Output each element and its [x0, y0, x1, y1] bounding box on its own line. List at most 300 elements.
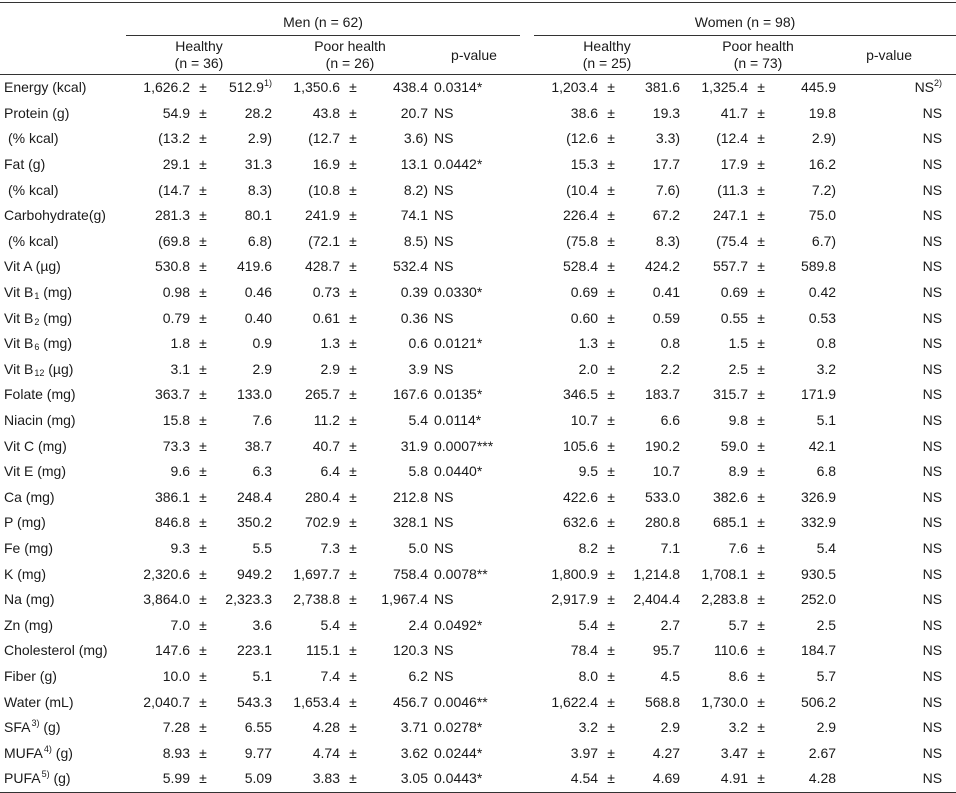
table-row	[0, 331, 956, 357]
women-healthy-sd	[624, 664, 680, 690]
subgroup-header-row	[0, 36, 956, 75]
women-p-value	[836, 152, 956, 178]
plus-minus-sign: ±	[349, 335, 357, 352]
women-poor-sd	[774, 587, 836, 613]
men-p-value: NS	[434, 488, 454, 505]
row-label-text: Vit B	[4, 284, 34, 301]
men-healthy-sd	[216, 229, 272, 255]
women-p-value-text: NS	[922, 667, 943, 684]
plus-minus-sign: ±	[607, 437, 615, 454]
women-healthy-mean: 9.5	[578, 463, 599, 480]
women-poor-mean: 8.9	[728, 463, 749, 480]
men-p-value: NS	[434, 360, 454, 377]
plus-minus-sign: ±	[349, 258, 357, 275]
plus-minus-sign: ±	[757, 412, 765, 429]
men-healthy-mean: 147.6	[154, 642, 190, 659]
women-healthy-sd-value: 1,214.8	[633, 565, 681, 582]
women-healthy-sd-value: 568.8	[644, 693, 681, 710]
corner-cell	[0, 3, 126, 36]
plus-minus-sign: ±	[199, 539, 207, 556]
plus-minus-sign: ±	[607, 591, 615, 608]
men-healthy-mean: 530.8	[154, 258, 190, 275]
men-healthy-mean: 0.98	[162, 284, 190, 301]
women-healthy-mean: 105.6	[562, 437, 599, 454]
plus-minus-sign: ±	[199, 386, 207, 403]
women-p-value-text: NS	[922, 616, 943, 633]
row-label-text: Zn (mg)	[4, 616, 53, 633]
women-healthy-sd-value: 2.7	[660, 616, 681, 633]
label-subscript: 1	[34, 291, 40, 302]
row-label-text: Energy (kcal)	[4, 79, 87, 96]
men-p-value: NS	[434, 591, 454, 608]
women-poor-mean: (75.4	[716, 232, 749, 249]
women-poor-sd-value: 6.7)	[811, 232, 837, 249]
women-healthy-sd-value: 4.27	[652, 744, 681, 761]
men-healthy-mean: 7.0	[170, 616, 190, 633]
women-healthy-mean: 10.7	[570, 412, 599, 429]
men-healthy-mean: 5.99	[126, 766, 190, 792]
plus-minus-sign: ±	[199, 360, 207, 377]
label-footnote-mark: 4)	[43, 743, 52, 754]
row-label	[0, 510, 126, 536]
women-poor-sd-value: 42.1	[808, 437, 837, 454]
women-healthy-mean: 422.6	[562, 488, 599, 505]
men-p-value: NS	[434, 514, 454, 531]
men-healthy-sd	[216, 203, 272, 229]
women-poor-mean: 59.0	[720, 437, 749, 454]
table-row	[0, 561, 956, 587]
men-p-value: 0.0114*	[434, 412, 482, 429]
men-healthy-sd	[216, 75, 272, 101]
plus-minus-sign: ±	[607, 232, 615, 249]
women-healthy-sd	[624, 587, 680, 613]
plus-minus-sign: ±	[757, 616, 765, 633]
men-p-value: NS	[434, 642, 454, 659]
women-poor-mean: 9.8	[728, 412, 749, 429]
row-label	[0, 433, 126, 459]
plus-minus-sign: ±	[757, 207, 765, 224]
women-p-value	[836, 612, 956, 638]
women-healthy-sd-value: 67.2	[652, 207, 681, 224]
men-poor-mean: 7.3	[320, 539, 340, 556]
women-poor-mean: 2.5	[728, 360, 749, 377]
table-row	[0, 101, 956, 127]
women-poor-mean: 382.6	[712, 488, 749, 505]
plus-minus-sign: ±	[349, 232, 357, 249]
women-p-value-text: NS	[922, 719, 943, 736]
men-poor-sd	[366, 229, 428, 255]
men-p-value: 0.0330*	[434, 284, 483, 301]
men-p-value: 0.0314*	[434, 79, 483, 96]
men-healthy-sd	[216, 152, 272, 178]
men-p-value: NS	[434, 258, 454, 275]
women-poor-mean: 315.7	[712, 386, 749, 403]
plus-minus-sign: ±	[199, 693, 207, 710]
men-healthy-mean: 281.3	[154, 207, 190, 224]
plus-minus-sign: ±	[199, 335, 207, 352]
women-poor-sd	[774, 203, 836, 229]
label-unit: (mg)	[39, 335, 72, 352]
row-label	[0, 305, 126, 331]
women-poor-mean: 3.2	[728, 719, 749, 736]
plus-minus-sign: ±	[757, 565, 765, 582]
women-healthy-sd	[624, 433, 680, 459]
men-poor-sd-value: 3.71	[400, 719, 428, 736]
plus-minus-sign: ±	[199, 130, 207, 147]
men-healthy-sd-value: 2.9)	[247, 130, 272, 147]
women-healthy-sd-value: 2.9	[660, 719, 681, 736]
row-label-text: Fat (g)	[4, 156, 46, 173]
women-poor-sd-value: 930.5	[800, 565, 837, 582]
plus-minus-sign: ±	[607, 258, 615, 275]
column-gap	[520, 561, 534, 587]
women-poor-sd	[774, 177, 836, 203]
table-row	[0, 715, 956, 741]
men-poor-sd	[366, 459, 428, 485]
row-label	[0, 612, 126, 638]
men-healthy-sd-value: 6.55	[244, 719, 272, 736]
men-healthy-sd-value: 0.40	[244, 309, 272, 326]
women-poor-sd-value: 445.9	[800, 79, 837, 96]
women-healthy-mean: 8.0	[578, 667, 599, 684]
row-label	[0, 203, 126, 229]
plus-minus-sign: ±	[757, 693, 765, 710]
plus-minus-sign: ±	[607, 693, 615, 710]
plus-minus-sign: ±	[607, 181, 615, 198]
men-healthy-sd	[216, 715, 272, 741]
plus-minus-sign: ±	[199, 437, 207, 454]
table-row	[0, 740, 956, 766]
row-label-text: Na (mg)	[4, 591, 55, 608]
label-unit: (g)	[51, 744, 73, 761]
women-poor-mean: (11.3	[717, 181, 749, 198]
row-label	[0, 229, 126, 255]
column-gap	[520, 331, 534, 357]
women-p-value-text: NS	[922, 335, 943, 352]
men-poor-sd-value: 3.62	[400, 744, 428, 761]
women-poor-sd-value: 75.0	[808, 207, 837, 224]
men-healthy-sd-value: 419.6	[236, 258, 272, 275]
women-healthy-sd	[624, 126, 680, 152]
men-healthy-mean: 2,040.7	[143, 693, 190, 710]
plus-minus-sign: ±	[199, 642, 207, 659]
plus-minus-sign: ±	[349, 284, 357, 301]
men-poor-sd-value: 0.36	[400, 309, 428, 326]
table-row	[0, 485, 956, 511]
women-healthy-sd	[624, 561, 680, 587]
women-healthy-sd	[624, 331, 680, 357]
row-label-text: Niacin (mg)	[4, 412, 76, 429]
men-healthy-sd-value: 0.9	[252, 335, 272, 352]
women-p-value-text: NS	[922, 130, 943, 147]
plus-minus-sign: ±	[349, 514, 357, 531]
men-healthy-sd	[216, 305, 272, 331]
plus-minus-sign: ±	[607, 156, 615, 173]
plus-minus-sign: ±	[748, 766, 774, 792]
women-poor-mean: 7.6	[728, 539, 749, 556]
women-p-value	[836, 75, 956, 101]
women-healthy-mean: 15.3	[570, 156, 599, 173]
row-label	[0, 408, 126, 434]
women-healthy-sd-value: 2,404.4	[633, 591, 681, 608]
men-healthy-sd-value: 7.6	[252, 412, 272, 429]
men-healthy-mean: 8.93	[162, 744, 190, 761]
women-poor-sd	[774, 485, 836, 511]
women-p-value	[836, 305, 956, 331]
plus-minus-sign: ±	[598, 766, 624, 792]
row-label	[0, 331, 126, 357]
plus-minus-sign: ±	[349, 412, 357, 429]
women-p-value	[836, 408, 956, 434]
men-healthy-sd	[216, 766, 272, 792]
women-p-value	[836, 229, 956, 255]
women-healthy-sd	[624, 203, 680, 229]
plus-minus-sign: ±	[607, 744, 615, 761]
men-poor-sd	[366, 177, 428, 203]
women-p-value	[836, 254, 956, 280]
women-p-value-text: NS	[922, 744, 943, 761]
women-poor-sd-value: 7.2)	[811, 181, 837, 198]
plus-minus-sign: ±	[757, 181, 765, 198]
row-label-text: Protein (g)	[4, 104, 70, 121]
column-gap	[520, 126, 534, 152]
row-label-text: Fe (mg)	[4, 539, 53, 556]
men-poor-sd	[366, 766, 428, 792]
women-poor-mean: 557.7	[712, 258, 749, 275]
men-p-value: NS	[434, 130, 454, 147]
label-unit: (g)	[49, 770, 71, 787]
men-poor-mean: (72.1	[308, 232, 340, 249]
women-healthy-sd	[624, 715, 680, 741]
women-p-value-text: NS	[922, 463, 943, 480]
label-unit: (mg)	[39, 309, 72, 326]
women-p-value	[836, 357, 956, 383]
women-healthy-sd-value: 4.69	[652, 770, 681, 787]
women-p-value	[836, 331, 956, 357]
men-poor-sd-value: 758.4	[392, 565, 428, 582]
women-healthy-sd	[624, 740, 680, 766]
column-gap	[520, 689, 534, 715]
men-healthy-sd-value: 80.1	[244, 207, 272, 224]
women-healthy-sd	[624, 177, 680, 203]
plus-minus-sign: ±	[757, 360, 765, 377]
men-poor-sd	[366, 587, 428, 613]
men-healthy-sd	[216, 126, 272, 152]
men-p-value: 0.0121*	[434, 335, 483, 352]
women-poor-sd	[774, 408, 836, 434]
men-poor-mean: 16.9	[312, 156, 340, 173]
plus-minus-sign: ±	[757, 437, 765, 454]
men-poor-sd	[366, 331, 428, 357]
women-poor-sd	[774, 433, 836, 459]
plus-minus-sign: ±	[349, 616, 357, 633]
men-p-value: NS	[434, 667, 454, 684]
plus-minus-sign: ±	[349, 156, 357, 173]
women-poor-sd	[774, 740, 836, 766]
row-label	[0, 587, 126, 613]
women-p-value-text: NS	[922, 309, 943, 326]
women-poor-sd-value: 2.9)	[811, 130, 837, 147]
column-gap	[520, 612, 534, 638]
column-gap	[520, 408, 534, 434]
plus-minus-sign: ±	[199, 156, 207, 173]
men-healthy-sd-value: 350.2	[236, 514, 272, 531]
row-label-text: Vit B	[4, 309, 34, 326]
column-gap	[520, 587, 534, 613]
men-poor-sd-value: 6.2	[408, 667, 428, 684]
women-poor-sd	[774, 152, 836, 178]
men-poor-sd	[366, 740, 428, 766]
men-p-value: 0.0007***	[434, 437, 494, 454]
men-healthy-sd	[216, 536, 272, 562]
women-healthy-sd-value: 424.2	[644, 258, 681, 275]
women-healthy-sd-value: 280.8	[644, 514, 681, 531]
row-label	[0, 357, 126, 383]
column-gap	[520, 459, 534, 485]
women-p-value	[836, 177, 956, 203]
men-poor-sd-value: 120.3	[392, 642, 428, 659]
men-healthy-sd	[216, 433, 272, 459]
men-poor-sd-value: 438.4	[392, 79, 428, 96]
plus-minus-sign: ±	[349, 437, 357, 454]
men-healthy-sd	[216, 510, 272, 536]
men-healthy-sd-value: 0.46	[244, 284, 272, 301]
men-healthy-sd	[216, 689, 272, 715]
plus-minus-sign: ±	[607, 667, 615, 684]
women-healthy-mean: 528.4	[562, 258, 599, 275]
women-poor-sd	[774, 612, 836, 638]
men-healthy-mean: 1,626.2	[143, 79, 190, 96]
plus-minus-sign: ±	[607, 463, 615, 480]
men-poor-mean: 1,653.4	[293, 693, 340, 710]
women-poor-sd	[774, 331, 836, 357]
plus-minus-sign: ±	[199, 744, 207, 761]
table-row	[0, 305, 956, 331]
men-p-value: NS	[434, 181, 454, 198]
column-gap	[520, 766, 534, 792]
women-healthy-sd	[624, 382, 680, 408]
table-row	[0, 382, 956, 408]
women-healthy-sd-value: 8.3)	[655, 232, 681, 249]
men-healthy-sd-value: 543.3	[236, 693, 272, 710]
men-poor-sd-value: 3.6)	[403, 130, 428, 147]
women-healthy-sd	[624, 459, 680, 485]
plus-minus-sign: ±	[757, 719, 765, 736]
men-p-value: NS	[434, 232, 454, 249]
men-poor-mean: (10.8	[308, 181, 340, 198]
label-subscript: 6	[34, 342, 40, 353]
row-label-text: Carbohydrate(g)	[4, 207, 106, 224]
women-p-value	[836, 664, 956, 690]
men-poor-sd-value: 1,967.4	[381, 591, 428, 608]
women-p-value-text: NS	[922, 232, 943, 249]
women-p-value-text: NS	[922, 412, 943, 429]
men-poor-sd-value: 20.7	[400, 104, 428, 121]
men-healthy-mean: 0.79	[162, 309, 190, 326]
women-poor-sd	[774, 280, 836, 306]
men-healthy-mean: 15.8	[162, 412, 190, 429]
women-healthy-mean: (10.4	[566, 181, 599, 198]
women-healthy-sd-value: 7.1	[660, 539, 681, 556]
row-label	[0, 152, 126, 178]
row-label	[0, 177, 126, 203]
women-poor-sd-value: 332.9	[800, 514, 837, 531]
men-healthy-mean: (14.7	[158, 181, 190, 198]
men-poor-n: (n = 26)	[325, 55, 375, 71]
women-poor-sd-value: 5.4	[816, 539, 837, 556]
column-gap	[520, 433, 534, 459]
women-poor-mean: 1,730.0	[701, 693, 749, 710]
men-healthy-sd-value: 512.9	[228, 79, 264, 96]
men-poor-sd-value: 13.1	[400, 156, 428, 173]
women-p-value	[836, 715, 956, 741]
men-poor-sd-value: 8.2)	[403, 181, 428, 198]
women-poor-mean: 0.55	[720, 309, 749, 326]
men-healthy-sd	[216, 638, 272, 664]
plus-minus-sign: ±	[607, 360, 615, 377]
men-healthy-mean: 2,320.6	[143, 565, 190, 582]
row-label	[0, 459, 126, 485]
row-label-text: PUFA	[4, 770, 41, 787]
women-p-value-text: NS	[922, 488, 943, 505]
table-body	[0, 75, 956, 793]
table-row	[0, 612, 956, 638]
column-gap	[520, 664, 534, 690]
men-healthy-sd-value: 9.77	[244, 744, 272, 761]
plus-minus-sign: ±	[349, 104, 357, 121]
row-label-text: P (mg)	[4, 514, 46, 531]
women-poor-sd	[774, 357, 836, 383]
women-healthy-sd-value: 17.7	[652, 156, 681, 173]
women-p-value-text: NS	[922, 591, 943, 608]
men-poor-mean: 280.4	[304, 488, 340, 505]
men-healthy-mean: 1.8	[170, 335, 190, 352]
women-healthy-sd-value: 190.2	[644, 437, 681, 454]
men-pvalue-header: p-value	[428, 36, 520, 75]
row-label-text: Fiber (g)	[4, 667, 57, 684]
column-gap	[520, 254, 534, 280]
women-healthy-sd-value: 2.2	[660, 360, 681, 377]
women-p-value	[836, 433, 956, 459]
plus-minus-sign: ±	[349, 79, 357, 96]
group-header-row	[0, 3, 956, 36]
plus-minus-sign: ±	[757, 514, 765, 531]
men-healthy-sd	[216, 459, 272, 485]
row-label-text: K (mg)	[4, 565, 46, 582]
plus-minus-sign: ±	[199, 565, 207, 582]
women-poor-sd	[774, 75, 836, 101]
women-healthy-mean: 2.0	[578, 360, 599, 377]
men-healthy-sd-value: 38.7	[244, 437, 272, 454]
men-poor-sd-value: 532.4	[392, 258, 428, 275]
women-p-value-text: NS	[922, 437, 943, 454]
women-healthy-mean: 1,622.4	[551, 693, 599, 710]
men-poor-sd	[366, 536, 428, 562]
women-healthy-mean: 1,203.4	[551, 79, 599, 96]
men-healthy-sd	[216, 664, 272, 690]
women-healthy-sd	[624, 152, 680, 178]
women-healthy-sd-value: 0.8	[660, 335, 681, 352]
row-label-text: Folate (mg)	[4, 386, 76, 403]
men-p-value: NS	[434, 104, 454, 121]
men-poor-sd-value: 167.6	[392, 386, 428, 403]
women-poor-mean: 41.7	[720, 104, 749, 121]
women-p-value	[836, 203, 956, 229]
men-healthy-sd-value: 31.3	[244, 156, 272, 173]
men-poor-mean: 2.9	[320, 360, 340, 377]
men-healthy-sd	[216, 485, 272, 511]
women-healthy-sd-value: 3.3)	[655, 130, 681, 147]
